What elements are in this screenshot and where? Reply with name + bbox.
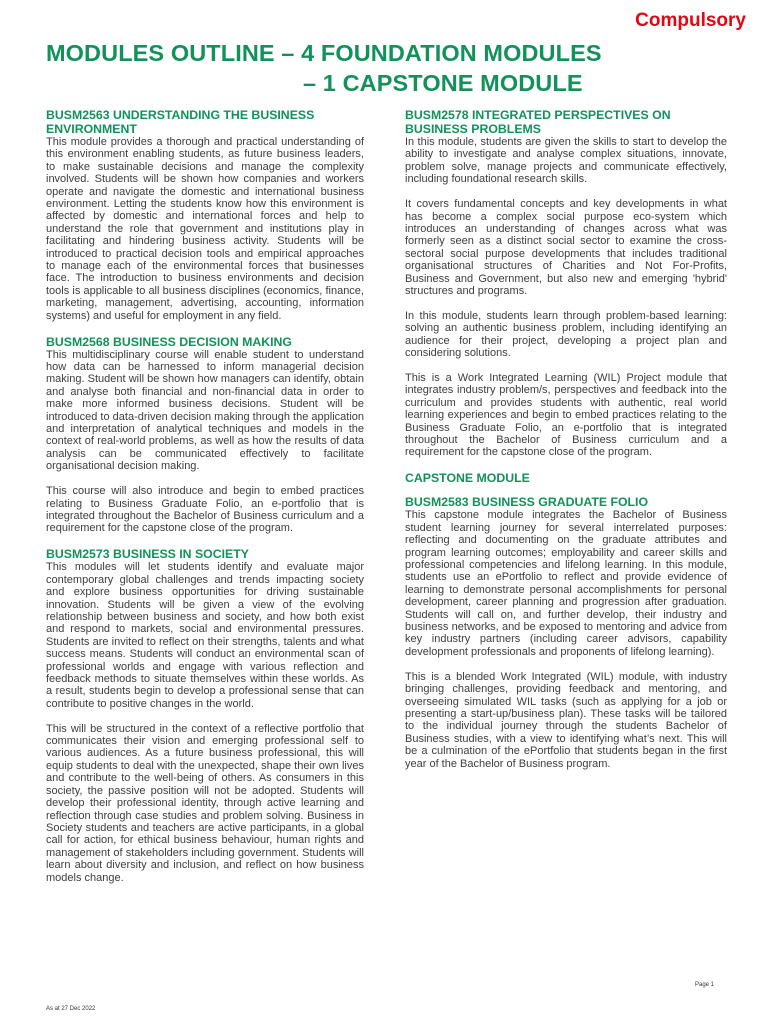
module-description: This modules will let students identify and evaluate major contemporary global challenges and trends impacting society and explore business opportunities for driving sustainable innovation. Students will be given a view of the evolving relationship between business and society, and how both exist and respond to markets, social and environmental pressures. Students are invited to reflect on their strengths, talents and what success means. Students will conduct an environmental scan of professional worlds and engage with various reflection and feedback methods to situate themselves within these worlds. As a result, students begin to develop a professional sense that can contribute to positive changes in the world. [46, 561, 364, 710]
module-description: This multidisciplinary course will enable student to understand how data can be harnessed to inform managerial decision making. Student will be shown how managers can identify, obtain and analyse both financial and non-financial data in order to make more informed business decisions. Student will be introduced to data-driven decision making through the application and interpretation of analytical techniques and models in the context of real-world problems, as well as how the results of data analysis can be communicated effectively to facilitate organisational decision making. [46, 348, 364, 473]
module-description: It covers fundamental concepts and key developments in what has become a complex social purpose eco-system which introduces an understanding of changes across what was formerly seen as a distinct social sector to examine the cross-sectoral social purpose developments that includes traditional organisational structures of Charities and Not For-Profits, Business and Government, but also new and emerging 'hybrid' structures and programs. [405, 198, 727, 297]
module-heading: BUSM2568 BUSINESS DECISION MAKING [46, 334, 292, 349]
module-busm2573 [46, 547, 364, 884]
module-description: This is a Work Integrated Learning (WIL) Project module that integrates industry problem/s, perspectives and feedback into the curriculum and provides students with authentic, real world learning experiences and begin to embed practices relating to the Business Graduate Folio, an e-portfolio that is integrated throughout the Bachelor of Business curriculum and a requirement for the capstone close of the program. [405, 372, 727, 459]
module-heading: BUSM2583 BUSINESS GRADUATE FOLIO [405, 495, 649, 510]
module-busm2583 [405, 495, 727, 770]
module-heading: BUSM2573 BUSINESS IN SOCIETY [46, 547, 249, 562]
module-busm2568 [46, 335, 364, 535]
module-description: This capstone module integrates the Bachelor of Business student learning journey for several interrelated purposes: reflecting and documenting on the graduate attributes and program learning outcomes; employability and career skills and professional competencies and lifelong learning. In this module, students use an ePortfolio to reflect and provide evidence of learning to demonstrate personal accomplishments for personal development, career planning and progression after graduation. Students will call on, and further develop, their industry and business networks, and be exposed to mentoring and advice from key industry partners (including career advisors, capability development professionals and proponents of lifelong learning). [405, 509, 727, 658]
module-description: This course will also introduce and begin to embed practices relating to Business Graduate Folio, an e-portfolio that is integrated throughout the Bachelor of Business curriculum and a requirement for the capstone close of the program. [46, 485, 364, 535]
module-busm2563 [46, 108, 364, 322]
left-column [46, 108, 364, 896]
module-description: This will be structured in the context of a reflective portfolio that communicates their vision and emerging professional self to various audiences. As a future business professional, this will equip students to deal with the unexpected, shape their own lives and contribute to the well-being of others. As consumers in this society, the passive position will not be adopted. Students will develop their professional identity, through active learning and reflection through case studies and problem solving. Business in Society students and teachers are active participants, in a global call for action, for ethical business behaviour, human rights and management of stakeholders including government. Students will learn about diversity and inclusion, and reflect on how business models change. [46, 722, 364, 884]
page-title [46, 38, 602, 98]
page-title-line-2: – 1 CAPSTONE MODULE [303, 70, 583, 96]
module-heading: BUSM2563 UNDERSTANDING THE BUSINESS ENVIRONMENT [46, 108, 315, 136]
page-title-line-1: MODULES OUTLINE – 4 FOUNDATION MODULES [46, 40, 602, 66]
module-heading: BUSM2578 INTEGRATED PERSPECTIVES ON BUSINESS PROBLEMS [405, 108, 671, 136]
module-description: This is a blended Work Integrated (WIL) module, with industry bringing challenges, providing feedback and mentoring, and overseeing simulated WIL tasks (such as applying for a job or presenting a start-up/business plan). These tasks will be tailored to the individual journey through the students Bachelor of Business studies, with a view to identifying what’s next. This will be a culmination of the ePortfolio that students began in the first year of the Bachelor of Business program. [405, 670, 727, 770]
compulsory-badge: Compulsory [635, 10, 746, 31]
module-description: In this module, students are given the skills to start to develop the ability to investigate and analyse complex situations, innovate, problem solve, manage projects and communicate effectively, including foundational research skills. [405, 136, 727, 186]
page-number: Page 1 [695, 982, 715, 988]
module-description: In this module, students learn through problem-based learning: solving an authentic business problem, including identifying an audience for their project, developing a project plan and considering solutions. [405, 309, 727, 360]
footer-date: As at 27 Dec 2022 [46, 1006, 96, 1012]
module-busm2578 [405, 108, 727, 459]
right-column [405, 108, 727, 782]
module-description: This module provides a thorough and practical understanding of this environment enabling students, as future business leaders, to make sustainable decisions and manage the complexity involved. Students will be shown how companies and workers operate and navigate the domestic and international business environment. Letting the students know how this environment is affected by domestic and international forces and help to understand the role that government and institutions play in facilitating and hindering business activity. Students will be introduced to practical decision tools and empirical approaches to manage each of the environmental forces that businesses face. The introduction to business environments and decision tools is applicable to all business disciplines (economics, finance, marketing, management, advertising, accounting, information systems) and useful for employment in any field. [46, 136, 364, 322]
capstone-section-heading: CAPSTONE MODULE [405, 471, 530, 486]
